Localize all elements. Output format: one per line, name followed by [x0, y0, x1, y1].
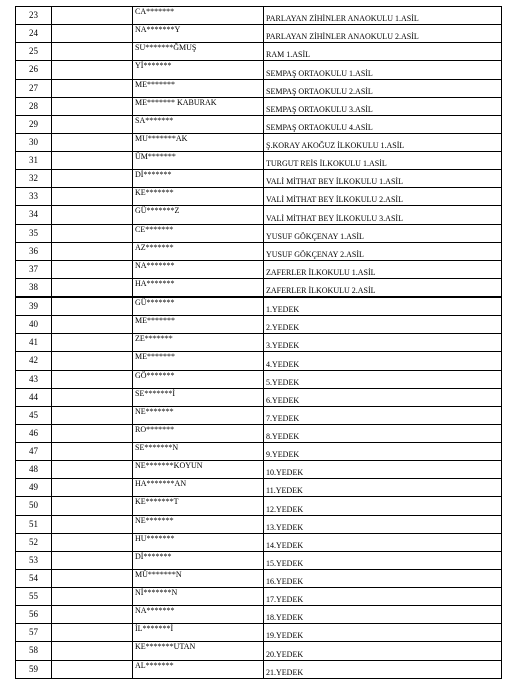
table-row — [16, 79, 502, 97]
row-number: 31 — [16, 152, 52, 170]
table-row — [16, 406, 502, 424]
blank-cell — [52, 388, 133, 406]
table-row — [16, 660, 502, 678]
row-number: 53 — [16, 551, 52, 569]
school-assignment: SEMPAŞ ORTAOKULU 3.ASİL — [264, 97, 502, 115]
blank-cell — [52, 424, 133, 442]
blank-cell — [52, 61, 133, 79]
blank-cell — [52, 25, 133, 43]
table-row — [16, 551, 502, 569]
blank-cell — [52, 206, 133, 224]
table-row — [16, 43, 502, 61]
table-row — [16, 443, 502, 461]
school-assignment: TURGUT REİS İLKOKULU 1.ASİL — [264, 152, 502, 170]
blank-cell — [52, 115, 133, 133]
row-number: 27 — [16, 79, 52, 97]
table-row — [16, 152, 502, 170]
table-row — [16, 370, 502, 388]
blank-cell — [52, 334, 133, 352]
blank-cell — [52, 370, 133, 388]
blank-cell — [52, 569, 133, 587]
school-assignment: SEMPAŞ ORTAOKULU 2.ASİL — [264, 79, 502, 97]
blank-cell — [52, 352, 133, 370]
row-number: 25 — [16, 43, 52, 61]
masked-name: MÜ*******N — [133, 569, 264, 587]
masked-name: NE******* — [133, 406, 264, 424]
masked-name: NA*******Y — [133, 25, 264, 43]
school-assignment: YUSUF GÖKÇENAY 2.ASİL — [264, 242, 502, 260]
school-assignment: 17.YEDEK — [264, 588, 502, 606]
row-number: 58 — [16, 642, 52, 660]
row-number: 47 — [16, 443, 52, 461]
school-assignment: VALİ MİTHAT BEY İLKOKULU 2.ASİL — [264, 188, 502, 206]
school-assignment: VALİ MİTHAT BEY İLKOKULU 1.ASİL — [264, 170, 502, 188]
masked-name: HU******* — [133, 533, 264, 551]
school-assignment: 11.YEDEK — [264, 479, 502, 497]
masked-name: SE*******İ — [133, 388, 264, 406]
table-row — [16, 170, 502, 188]
blank-cell — [52, 188, 133, 206]
row-number: 42 — [16, 352, 52, 370]
blank-cell — [52, 533, 133, 551]
masked-name: KE*******UTAN — [133, 642, 264, 660]
table-row — [16, 242, 502, 260]
table-row — [16, 497, 502, 515]
table-row — [16, 278, 502, 297]
masked-name: ME******* KABURAK — [133, 97, 264, 115]
blank-cell — [52, 588, 133, 606]
row-number: 39 — [16, 297, 52, 316]
row-number: 55 — [16, 588, 52, 606]
masked-name: GÜ******* — [133, 297, 264, 316]
row-number: 28 — [16, 97, 52, 115]
table-row — [16, 624, 502, 642]
blank-cell — [52, 479, 133, 497]
table-row — [16, 606, 502, 624]
row-number: 36 — [16, 242, 52, 260]
school-assignment: 1.YEDEK — [264, 297, 502, 316]
row-number: 44 — [16, 388, 52, 406]
row-number: 30 — [16, 133, 52, 151]
table-row — [16, 479, 502, 497]
table-row — [16, 61, 502, 79]
table-row — [16, 133, 502, 151]
masked-name: NA******* — [133, 606, 264, 624]
table-row — [16, 316, 502, 334]
row-number: 29 — [16, 115, 52, 133]
school-assignment: 12.YEDEK — [264, 497, 502, 515]
masked-name: NE*******KOYUN — [133, 461, 264, 479]
table-row — [16, 25, 502, 43]
masked-name: İL*******İ — [133, 624, 264, 642]
row-number: 52 — [16, 533, 52, 551]
school-assignment: RAM 1.ASİL — [264, 43, 502, 61]
blank-cell — [52, 133, 133, 151]
table-row — [16, 588, 502, 606]
table-row — [16, 515, 502, 533]
table-row — [16, 424, 502, 442]
row-number: 46 — [16, 424, 52, 442]
table-row — [16, 206, 502, 224]
school-assignment: 16.YEDEK — [264, 569, 502, 587]
table-row — [16, 461, 502, 479]
row-number: 43 — [16, 370, 52, 388]
table-row — [16, 297, 502, 316]
masked-name: HA*******AN — [133, 479, 264, 497]
blank-cell — [52, 497, 133, 515]
blank-cell — [52, 152, 133, 170]
row-number: 34 — [16, 206, 52, 224]
row-number: 23 — [16, 7, 52, 25]
row-number: 33 — [16, 188, 52, 206]
school-assignment: 14.YEDEK — [264, 533, 502, 551]
masked-name: GÖ******* — [133, 370, 264, 388]
row-number: 26 — [16, 61, 52, 79]
table-row — [16, 260, 502, 278]
masked-name: AZ******* — [133, 242, 264, 260]
masked-name: GÜ*******Z — [133, 206, 264, 224]
school-assignment: 13.YEDEK — [264, 515, 502, 533]
row-number: 56 — [16, 606, 52, 624]
masked-name: NA******* — [133, 260, 264, 278]
row-number: 35 — [16, 224, 52, 242]
masked-name: SA******* — [133, 115, 264, 133]
blank-cell — [52, 316, 133, 334]
school-assignment: 10.YEDEK — [264, 461, 502, 479]
row-number: 50 — [16, 497, 52, 515]
blank-cell — [52, 551, 133, 569]
school-assignment: 5.YEDEK — [264, 370, 502, 388]
blank-cell — [52, 97, 133, 115]
blank-cell — [52, 297, 133, 316]
masked-name: SU*******ĞMUŞ — [133, 43, 264, 61]
table-row — [16, 352, 502, 370]
table-row — [16, 97, 502, 115]
school-assignment: 15.YEDEK — [264, 551, 502, 569]
table-row — [16, 642, 502, 660]
blank-cell — [52, 624, 133, 642]
masked-name: Dİ******* — [133, 551, 264, 569]
masked-name: KE*******T — [133, 497, 264, 515]
masked-name: RO******* — [133, 424, 264, 442]
row-number: 40 — [16, 316, 52, 334]
school-assignment: 9.YEDEK — [264, 443, 502, 461]
blank-cell — [52, 170, 133, 188]
school-assignment: 8.YEDEK — [264, 424, 502, 442]
masked-name: CE******* — [133, 224, 264, 242]
masked-name: Yİ******* — [133, 61, 264, 79]
table-row — [16, 569, 502, 587]
masked-name: AL******* — [133, 660, 264, 678]
masked-name: Dİ******* — [133, 170, 264, 188]
table-row — [16, 7, 502, 25]
masked-name: ZE******* — [133, 334, 264, 352]
placement-table — [15, 6, 502, 679]
masked-name: SE*******N — [133, 443, 264, 461]
table-row — [16, 115, 502, 133]
blank-cell — [52, 242, 133, 260]
blank-cell — [52, 443, 133, 461]
document-page — [15, 6, 501, 677]
school-assignment: SEMPAŞ ORTAOKULU 4.ASİL — [264, 115, 502, 133]
school-assignment: 20.YEDEK — [264, 642, 502, 660]
school-assignment: 2.YEDEK — [264, 316, 502, 334]
table-row — [16, 533, 502, 551]
school-assignment: 21.YEDEK — [264, 660, 502, 678]
blank-cell — [52, 642, 133, 660]
school-assignment: SEMPAŞ ORTAOKULU 1.ASİL — [264, 61, 502, 79]
school-assignment: 18.YEDEK — [264, 606, 502, 624]
masked-name: HA******* — [133, 278, 264, 297]
school-assignment: ZAFERLER İLKOKULU 2.ASİL — [264, 278, 502, 297]
blank-cell — [52, 461, 133, 479]
row-number: 38 — [16, 278, 52, 297]
school-assignment: YUSUF GÖKÇENAY 1.ASİL — [264, 224, 502, 242]
school-assignment: 7.YEDEK — [264, 406, 502, 424]
table-row — [16, 334, 502, 352]
table-row — [16, 224, 502, 242]
blank-cell — [52, 278, 133, 297]
table-body — [16, 7, 502, 679]
row-number: 45 — [16, 406, 52, 424]
school-assignment: ZAFERLER İLKOKULU 1.ASİL — [264, 260, 502, 278]
school-assignment: 4.YEDEK — [264, 352, 502, 370]
school-assignment: Ş.KORAY AKOĞUZ İLKOKULU 1.ASİL — [264, 133, 502, 151]
masked-name: ÜM******* — [133, 152, 264, 170]
row-number: 24 — [16, 25, 52, 43]
row-number: 49 — [16, 479, 52, 497]
school-assignment: 6.YEDEK — [264, 388, 502, 406]
row-number: 54 — [16, 569, 52, 587]
row-number: 32 — [16, 170, 52, 188]
school-assignment: PARLAYAN ZİHİNLER ANAOKULU 1.ASİL — [264, 7, 502, 25]
masked-name: ME******* — [133, 352, 264, 370]
masked-name: ME******* — [133, 79, 264, 97]
masked-name: KE******* — [133, 188, 264, 206]
masked-name: Nİ*******N — [133, 588, 264, 606]
school-assignment: 3.YEDEK — [264, 334, 502, 352]
blank-cell — [52, 660, 133, 678]
blank-cell — [52, 515, 133, 533]
row-number: 41 — [16, 334, 52, 352]
row-number: 48 — [16, 461, 52, 479]
row-number: 59 — [16, 660, 52, 678]
masked-name: CA******* — [133, 7, 264, 25]
masked-name: MU*******AK — [133, 133, 264, 151]
school-assignment: VALİ MİTHAT BEY İLKOKULU 3.ASİL — [264, 206, 502, 224]
blank-cell — [52, 260, 133, 278]
row-number: 51 — [16, 515, 52, 533]
blank-cell — [52, 7, 133, 25]
masked-name: NE******* — [133, 515, 264, 533]
blank-cell — [52, 224, 133, 242]
school-assignment: 19.YEDEK — [264, 624, 502, 642]
blank-cell — [52, 43, 133, 61]
masked-name: ME******* — [133, 316, 264, 334]
row-number: 37 — [16, 260, 52, 278]
blank-cell — [52, 406, 133, 424]
table-row — [16, 188, 502, 206]
school-assignment: PARLAYAN ZİHİNLER ANAOKULU 2.ASİL — [264, 25, 502, 43]
row-number: 57 — [16, 624, 52, 642]
blank-cell — [52, 606, 133, 624]
blank-cell — [52, 79, 133, 97]
table-row — [16, 388, 502, 406]
